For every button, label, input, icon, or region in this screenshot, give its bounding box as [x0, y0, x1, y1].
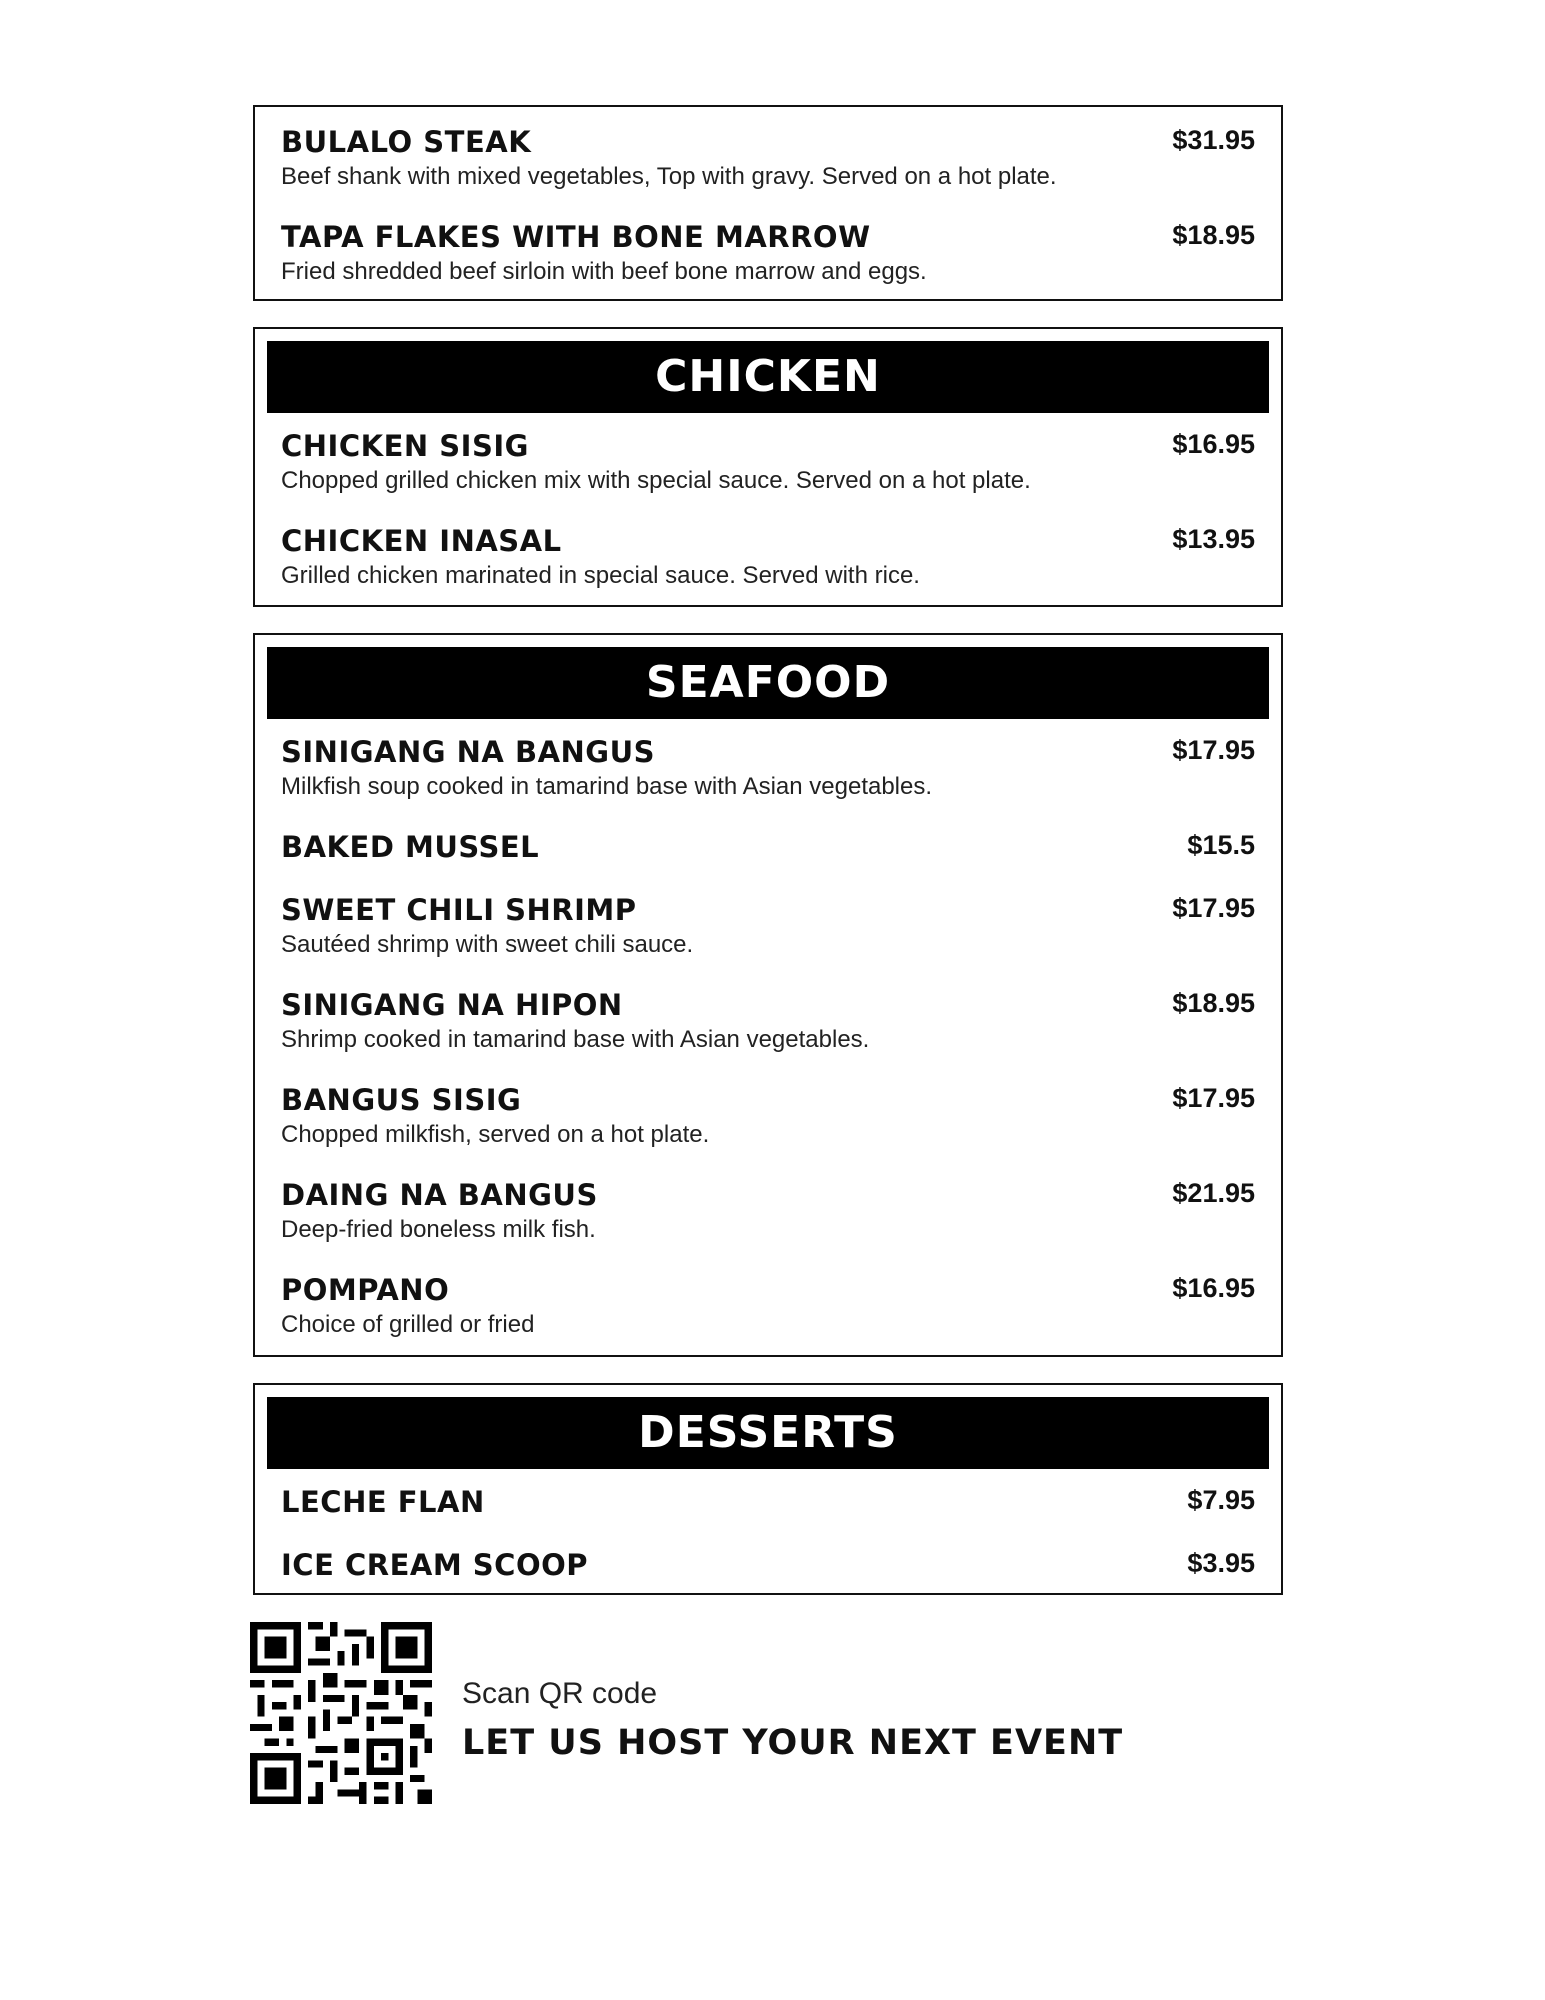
item-price: $16.95	[1172, 1273, 1255, 1303]
item-description: Fried shredded beef sirloin with beef bone marrow and eggs.	[281, 258, 927, 285]
item-price: $17.95	[1172, 735, 1255, 765]
item-price: $15.5	[1187, 830, 1255, 860]
menu-section-chicken	[253, 327, 1283, 607]
item-description: Chopped grilled chicken mix with special sauce. Served on a hot plate.	[281, 467, 1031, 494]
item-price: $7.95	[1187, 1485, 1255, 1515]
item-description: Chopped milkfish, served on a hot plate.	[281, 1121, 710, 1148]
item-price: $18.95	[1172, 988, 1255, 1018]
item-description: Beef shank with mixed vegetables, Top with gravy. Served on a hot plate.	[281, 163, 1057, 190]
event-tagline: LET US HOST YOUR NEXT EVENT	[462, 1723, 1124, 1763]
item-name: SINIGANG NA BANGUS	[281, 735, 656, 769]
item-description: Milkfish soup cooked in tamarind base with Asian vegetables.	[281, 773, 933, 800]
item-name: LECHE FLAN	[281, 1485, 485, 1519]
item-description: Sautéed shrimp with sweet chili sauce.	[281, 931, 694, 958]
item-price: $18.95	[1172, 220, 1255, 250]
item-price: $13.95	[1172, 524, 1255, 554]
section-title: DESSERTS	[267, 1397, 1269, 1469]
item-name: CHICKEN INASAL	[281, 524, 562, 558]
item-price: $31.95	[1172, 125, 1255, 155]
item-name: BAKED MUSSEL	[281, 830, 540, 864]
item-description: Shrimp cooked in tamarind base with Asian vegetables.	[281, 1026, 870, 1053]
item-name: BULALO STEAK	[281, 125, 532, 159]
scan-qr-label: Scan QR code	[462, 1677, 658, 1710]
item-price: $17.95	[1172, 893, 1255, 923]
item-description: Deep-fried boneless milk fish.	[281, 1216, 596, 1243]
item-name: SINIGANG NA HIPON	[281, 988, 623, 1022]
item-name: POMPANO	[281, 1273, 450, 1307]
item-price: $3.95	[1187, 1548, 1255, 1578]
item-name: TAPA FLAKES WITH BONE MARROW	[281, 220, 871, 254]
item-name: BANGUS SISIG	[281, 1083, 522, 1117]
item-price: $16.95	[1172, 429, 1255, 459]
item-description: Grilled chicken marinated in special sauce. Served with rice.	[281, 562, 920, 589]
qr-code-icon[interactable]	[250, 1622, 432, 1804]
item-price: $17.95	[1172, 1083, 1255, 1113]
item-price: $21.95	[1172, 1178, 1255, 1208]
item-description: Choice of grilled or fried	[281, 1311, 535, 1338]
menu-section-desserts	[253, 1383, 1283, 1595]
menu-section-beef	[253, 105, 1283, 301]
item-name: SWEET CHILI SHRIMP	[281, 893, 637, 927]
item-name: DAING NA BANGUS	[281, 1178, 598, 1212]
item-name: ICE CREAM SCOOP	[281, 1548, 589, 1582]
section-title: SEAFOOD	[267, 647, 1269, 719]
section-title: CHICKEN	[267, 341, 1269, 413]
menu-section-seafood	[253, 633, 1283, 1357]
item-name: CHICKEN SISIG	[281, 429, 529, 463]
